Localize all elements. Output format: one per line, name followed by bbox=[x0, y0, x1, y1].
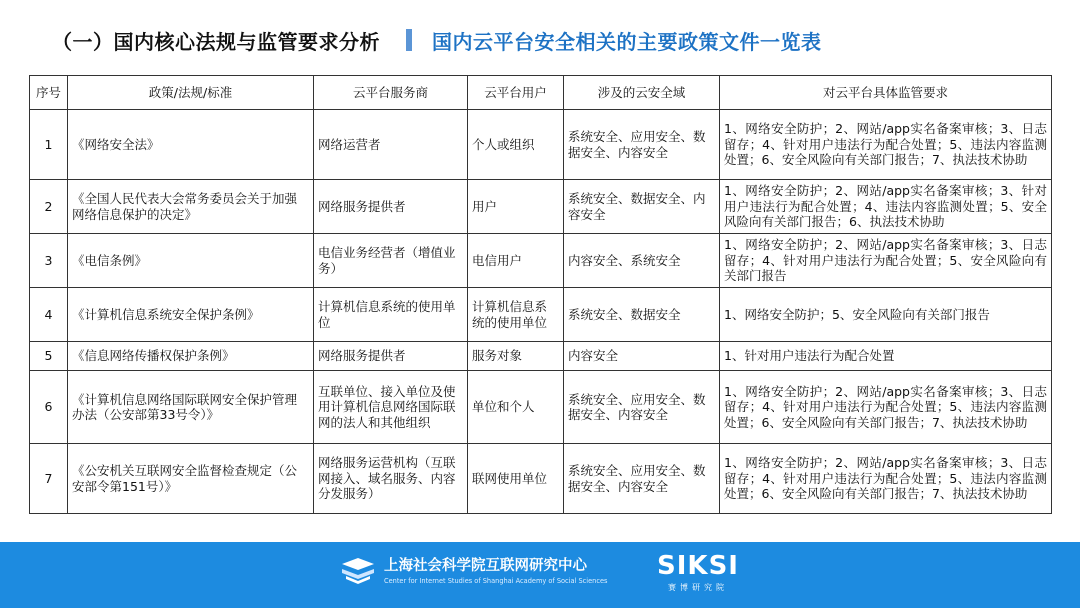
user-cell: 计算机信息系统的使用单位 bbox=[468, 288, 564, 342]
brand-subtitle: 赛博研究院 bbox=[668, 583, 728, 592]
slide-header bbox=[52, 22, 822, 58]
header-provider: 云平台服务商 bbox=[314, 76, 468, 110]
requirements-cell: 1、针对用户违法行为配合处置 bbox=[720, 342, 1052, 371]
domains-cell: 系统安全、数据安全、内容安全 bbox=[564, 180, 720, 234]
requirements-cell: 1、网络安全防护；5、安全风险向有关部门报告 bbox=[720, 288, 1052, 342]
user-cell: 单位和个人 bbox=[468, 371, 564, 444]
policy-name: 《网络安全法》 bbox=[68, 110, 314, 180]
policy-table bbox=[29, 75, 1052, 514]
table-header-row bbox=[30, 76, 1052, 110]
header-user: 云平台用户 bbox=[468, 76, 564, 110]
policy-name: 《信息网络传播权保护条例》 bbox=[68, 342, 314, 371]
user-cell: 联网使用单位 bbox=[468, 444, 564, 514]
user-cell: 电信用户 bbox=[468, 234, 564, 288]
row-number: 3 bbox=[30, 234, 68, 288]
header-requirements: 对云平台具体监管要求 bbox=[720, 76, 1052, 110]
table-row bbox=[30, 371, 1052, 444]
org-logo-icon bbox=[340, 556, 376, 586]
provider-cell: 网络服务运营机构（互联网接入、域名服务、内容分发服务） bbox=[314, 444, 468, 514]
domains-cell: 系统安全、应用安全、数据安全、内容安全 bbox=[564, 444, 720, 514]
provider-cell: 互联单位、接入单位及使用计算机信息网络国际联网的法人和其他组织 bbox=[314, 371, 468, 444]
row-number: 6 bbox=[30, 371, 68, 444]
provider-cell: 网络服务提供者 bbox=[314, 180, 468, 234]
brand-wordmark: SIKSI bbox=[657, 551, 739, 581]
table-row bbox=[30, 110, 1052, 180]
provider-cell: 网络运营者 bbox=[314, 110, 468, 180]
requirements-cell: 1、网络安全防护；2、网站/app实名备案审核；3、日志留存；4、针对用户违法行为配合处置；5、违法内容监测处置；6、安全风险向有关部门报告；7、执法技术协助 bbox=[720, 110, 1052, 180]
policy-name: 《公安机关互联网安全监督检查规定（公安部令第151号）》 bbox=[68, 444, 314, 514]
provider-cell: 网络服务提供者 bbox=[314, 342, 468, 371]
table-row bbox=[30, 234, 1052, 288]
table-subtitle: 国内云平台安全相关的主要政策文件一览表 bbox=[432, 29, 822, 54]
row-number: 1 bbox=[30, 110, 68, 180]
requirements-cell: 1、网络安全防护；2、网站/app实名备案审核；3、日志留存；4、针对用户违法行为配合处置；5、安全风险向有关部门报告 bbox=[720, 234, 1052, 288]
requirements-cell: 1、网络安全防护；2、网站/app实名备案审核；3、日志留存；4、针对用户违法行为配合处置；5、违法内容监测处置；6、安全风险向有关部门报告；7、执法技术协助 bbox=[720, 444, 1052, 514]
user-cell: 个人或组织 bbox=[468, 110, 564, 180]
provider-cell: 电信业务经营者（增值业务） bbox=[314, 234, 468, 288]
table-row bbox=[30, 342, 1052, 371]
requirements-cell: 1、网络安全防护；2、网站/app实名备案审核；3、日志留存；4、针对用户违法行为配合处置；5、违法内容监测处置；6、安全风险向有关部门报告；7、执法技术协助 bbox=[720, 371, 1052, 444]
domains-cell: 系统安全、应用安全、数据安全、内容安全 bbox=[564, 110, 720, 180]
user-cell: 用户 bbox=[468, 180, 564, 234]
row-number: 5 bbox=[30, 342, 68, 371]
header-policy: 政策/法规/标准 bbox=[68, 76, 314, 110]
org-name-english: Center for Internet Studies of Shanghai Academy of Social Sciences bbox=[384, 577, 608, 585]
policy-name: 《电信条例》 bbox=[68, 234, 314, 288]
header-domains: 涉及的云安全域 bbox=[564, 76, 720, 110]
table-row bbox=[30, 180, 1052, 234]
domains-cell: 系统安全、数据安全 bbox=[564, 288, 720, 342]
row-number: 2 bbox=[30, 180, 68, 234]
brand-logo bbox=[656, 550, 740, 594]
row-number: 4 bbox=[30, 288, 68, 342]
policy-name: 《全国人民代表大会常务委员会关于加强网络信息保护的决定》 bbox=[68, 180, 314, 234]
requirements-cell: 1、网络安全防护；2、网站/app实名备案审核；3、针对用户违法行为配合处置；4、违法内容监测处置；5、安全风险向有关部门报告；6、执法技术协助 bbox=[720, 180, 1052, 234]
provider-cell: 计算机信息系统的使用单位 bbox=[314, 288, 468, 342]
row-number: 7 bbox=[30, 444, 68, 514]
title-divider-bar bbox=[406, 29, 412, 51]
header-no: 序号 bbox=[30, 76, 68, 110]
table-row bbox=[30, 288, 1052, 342]
table-row bbox=[30, 444, 1052, 514]
policy-name: 《计算机信息系统安全保护条例》 bbox=[68, 288, 314, 342]
domains-cell: 内容安全 bbox=[564, 342, 720, 371]
section-title: （一）国内核心法规与监管要求分析 bbox=[52, 29, 380, 54]
org-logo bbox=[340, 556, 607, 586]
org-name: 上海社会科学院互联网研究中心 bbox=[384, 558, 587, 574]
footer-band bbox=[0, 542, 1080, 608]
user-cell: 服务对象 bbox=[468, 342, 564, 371]
domains-cell: 系统安全、应用安全、数据安全、内容安全 bbox=[564, 371, 720, 444]
domains-cell: 内容安全、系统安全 bbox=[564, 234, 720, 288]
policy-name: 《计算机信息网络国际联网安全保护管理办法（公安部第33号令）》 bbox=[68, 371, 314, 444]
